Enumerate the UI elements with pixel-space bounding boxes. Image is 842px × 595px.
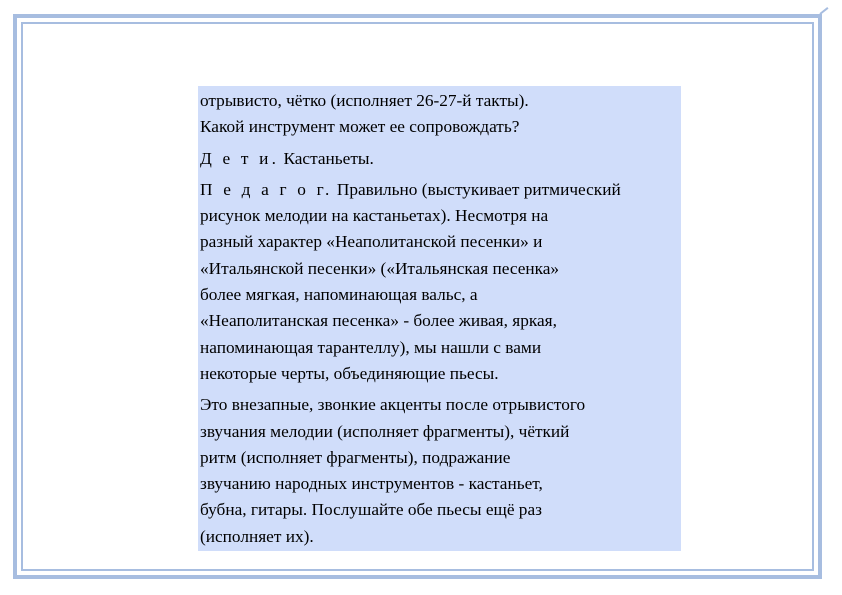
frame-corner-mark (819, 7, 828, 15)
paragraph-4-text: Это внезапные, звонкие акценты после отрывистого звучания мелодии (исполняет фрагменты), чёткий ритм (исполняет фрагменты), подражание звучанию народных инструментов - кастаньет, бубна, гитары. Послушайте обе пьесы ещё раз (исполняет их). (200, 395, 586, 546)
paragraph-1 (200, 88, 681, 141)
speaker-teacher: П е д а г о г. (200, 179, 333, 199)
paragraph-4 (200, 392, 681, 550)
paragraph-3-text: Правильно (выстукивает ритмический рисунок мелодии на кастаньетах). Несмотря на разный характер «Неаполитанской песенки» и «Итальянской песенки» («Итальянская песенка» более мягкая, напоминающая вальс, а «Неаполитанская песенка» - более живая, яркая, напоминающая тарантеллу), мы нашли с вами некоторые черты, объединяющие пьесы. (200, 179, 621, 383)
paragraph-3 (200, 177, 681, 387)
paragraph-2 (200, 146, 681, 172)
paragraph-2-text: Кастаньеты. (279, 148, 374, 168)
text-block (198, 86, 681, 551)
speaker-children: Д е т и. (200, 148, 280, 168)
paragraph-1-text: отрывисто, чётко (исполняет 26-27-й такты). Какой инструмент может ее сопровождать? (200, 91, 529, 137)
